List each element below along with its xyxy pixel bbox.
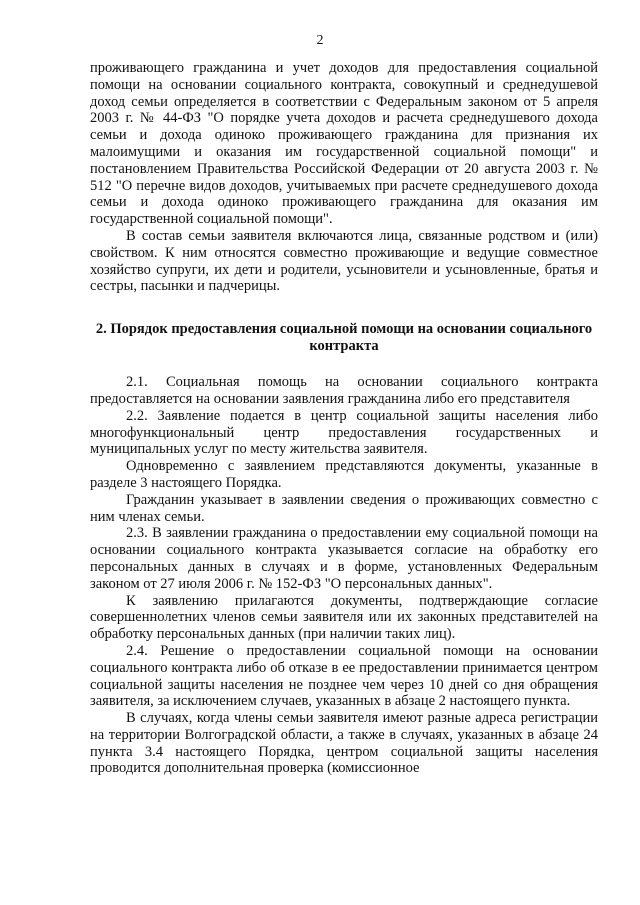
paragraph-family-composition: В состав семьи заявителя включаются лица, связанные родством и (или) свойством. К ним относятся совместно проживающие и ведущие совместное хозяйство супруги, их дети и родители, усыновители и усыновленные, братья и сестры, пасынки и падчерицы.	[90, 227, 598, 295]
document-body	[90, 60, 598, 777]
paragraph-documents: Одновременно с заявлением представляются документы, указанные в разделе 3 настоящего Порядка.	[90, 458, 598, 491]
paragraph-2-1: 2.1. Социальная помощь на основании социального контракта предоставляется на основании заявления гражданина либо его представителя	[90, 374, 598, 407]
page-number: 2	[316, 33, 324, 48]
section-heading: 2. Порядок предоставления социальной помощи на основании социального контракта	[95, 321, 593, 355]
paragraph-family-members: Гражданин указывает в заявлении сведения о проживающих совместно с ним членах семьи.	[90, 491, 598, 525]
paragraph-2-4: 2.4. Решение о предоставлении социальной помощи на основании социального контракта либо об отказе в ее предоставлении принимается центром социальной защиты населения не позднее чем через 10 дней со дня обращения заявителя, за исключением случаев, указанных в абзаце 2 настоящего пункта.	[90, 642, 598, 710]
paragraph-consent: К заявлению прилагаются документы, подтверждающие согласие совершеннолетних членов семьи заявителя или их законных представителей на обработку персональных данных (при наличии таких лиц).	[90, 592, 598, 643]
paragraph-2-2: 2.2. Заявление подается в центр социальной защиты населения либо многофункциональный центр предоставления государственных и муниципальных услуг по месту жительства заявителя.	[90, 407, 598, 458]
paragraph-2-3: 2.3. В заявлении гражданина о предоставлении ему социальной помощи на основании социального контракта указывается согласие на обработку его персональных данных в случаях и в форме, установленных Федеральным законом от 27 июля 2006 г. № 152-ФЗ "О персональных данных".	[90, 525, 598, 592]
paragraph-additional-check: В случаях, когда члены семьи заявителя имеют разные адреса регистрации на территории Волгоградской области, а также в случаях, указанных в абзаце 24 пункта 3.4 настоящего Порядка, центром социальной защиты населения проводится дополнительная проверка (комиссионное	[90, 710, 598, 777]
paragraph-continued: проживающего гражданина и учет доходов для предоставления социальной помощи на основании социального контракта, совокупный и среднедушевой доход семьи определяется в соответствии с Федеральным законом от 5 апреля 2003 г. № 44-ФЗ "О порядке учета доходов и расчета среднедушевого дохода семьи и дохода одиноко проживающего гражданина для признания их малоимущими и оказания им государственной социальной помощи" и постановлением Правительства Российской Федерации от 20 августа 2003 г. № 512 "О перечне видов доходов, учитываемых при расчете среднедушевого дохода семьи и дохода одиноко проживающего гражданина для оказания им государственной социальной помощи".	[90, 60, 598, 228]
